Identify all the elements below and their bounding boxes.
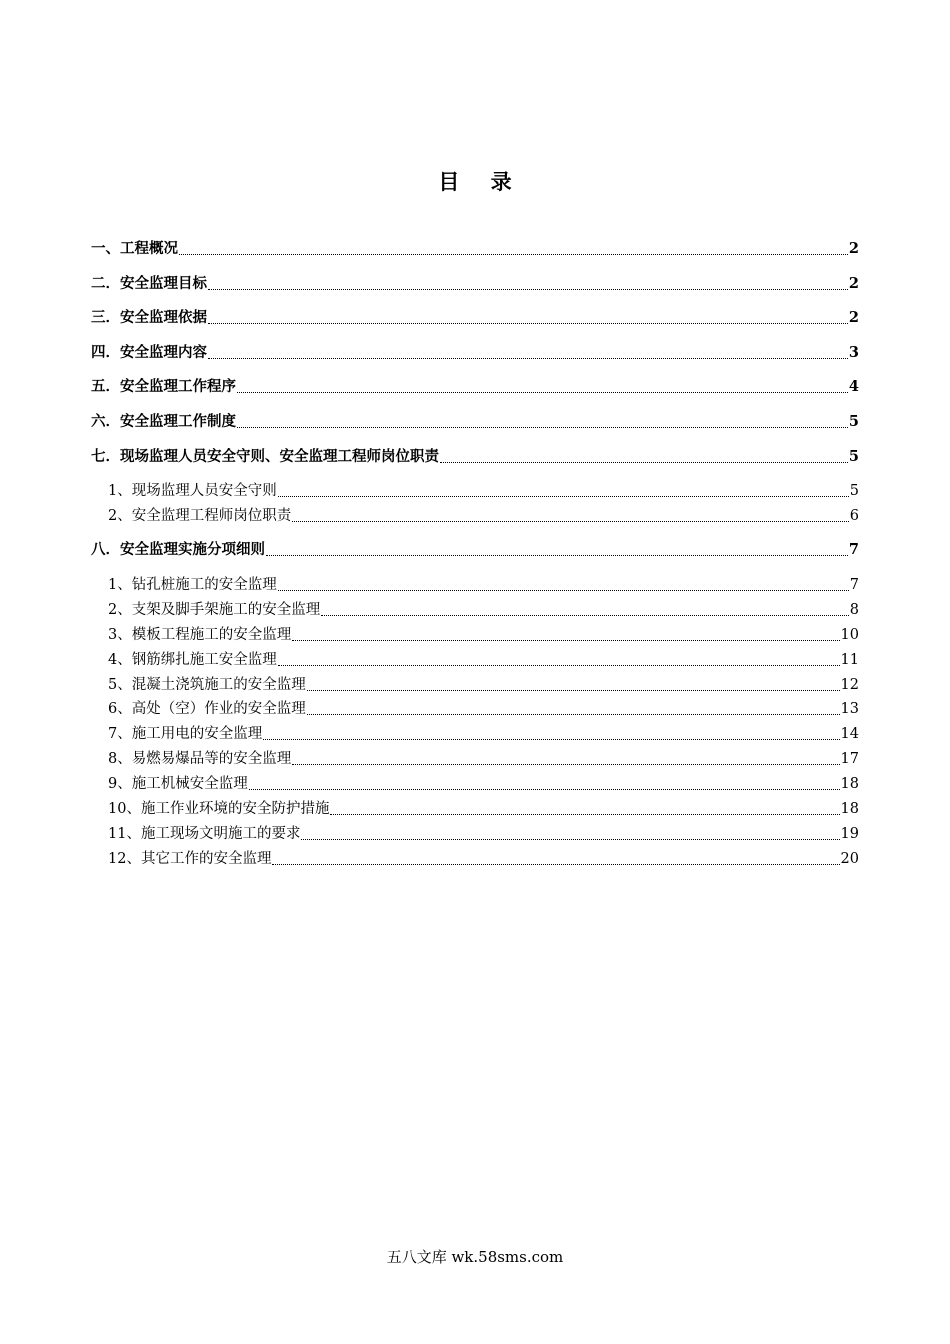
toc-entry-page-number: 10 xyxy=(840,627,859,643)
toc-entry-page-number: 11 xyxy=(840,652,859,668)
toc-entry-label: 3、模板工程施工的安全监理 xyxy=(108,627,292,643)
toc-entry[interactable] xyxy=(108,651,859,669)
toc-entry[interactable] xyxy=(108,800,859,818)
toc-dot-leader xyxy=(208,357,848,359)
toc-dot-leader xyxy=(237,426,848,428)
toc-entry-page-number: 12 xyxy=(840,677,859,693)
toc-entry-page-number: 18 xyxy=(840,801,859,817)
toc-dot-leader xyxy=(440,461,848,463)
toc-dot-leader xyxy=(278,495,849,497)
toc-entry-label: 1、现场监理人员安全守则 xyxy=(108,483,277,499)
toc-entry-page-number: 17 xyxy=(840,751,859,767)
toc-entry-page-number: 2 xyxy=(848,275,859,292)
toc-entry-label: 7、施工用电的安全监理 xyxy=(108,726,263,742)
toc-entry-label: 七．现场监理人员安全守则、安全监理工程师岗位职责 xyxy=(91,448,439,465)
toc-entry-page-number: 7 xyxy=(848,541,859,558)
toc-entry-page-number: 5 xyxy=(849,483,859,499)
toc-entry-label: 二．安全监理目标 xyxy=(91,275,207,292)
toc-entry[interactable] xyxy=(108,576,859,594)
toc-entry[interactable] xyxy=(91,275,859,293)
toc-entry-page-number: 4 xyxy=(848,378,859,395)
toc-dot-leader xyxy=(292,763,839,765)
toc-entry[interactable] xyxy=(108,700,859,718)
toc-dot-leader xyxy=(266,554,848,556)
toc-entry-label: 12、其它工作的安全监理 xyxy=(108,851,272,867)
toc-dot-leader xyxy=(179,253,848,255)
toc-entry-label: 三．安全监理依据 xyxy=(91,309,207,326)
toc-entry-label: 四．安全监理内容 xyxy=(91,344,207,361)
toc-dot-leader xyxy=(301,838,839,840)
toc-dot-leader xyxy=(208,322,848,324)
toc-entry-label: 6、高处（空）作业的安全监理 xyxy=(108,701,306,717)
toc-entry[interactable] xyxy=(91,309,859,327)
toc-entry[interactable] xyxy=(108,676,859,694)
toc-entry-page-number: 18 xyxy=(840,776,859,792)
toc-entry-page-number: 19 xyxy=(840,826,859,842)
toc-entry-label: 一、工程概况 xyxy=(91,240,178,257)
page-title: 目 录 xyxy=(438,169,524,194)
toc-entry[interactable] xyxy=(108,507,859,525)
toc-dot-leader xyxy=(237,391,848,393)
toc-entry[interactable] xyxy=(108,626,859,644)
toc-entry-label: 八．安全监理实施分项细则 xyxy=(91,541,265,558)
toc-entry[interactable] xyxy=(108,482,859,500)
toc-entry[interactable] xyxy=(91,240,859,258)
toc-entry-label: 4、钢筋绑扎施工安全监理 xyxy=(108,652,277,668)
toc-entry-label: 10、施工作业环境的安全防护措施 xyxy=(108,801,330,817)
toc-dot-leader xyxy=(321,614,849,616)
toc-dot-leader xyxy=(292,639,839,641)
toc-entry[interactable] xyxy=(108,750,859,768)
toc-dot-leader xyxy=(330,813,839,815)
toc-entry-page-number: 6 xyxy=(849,508,859,524)
toc-entry-page-number: 8 xyxy=(849,602,859,618)
toc-entry[interactable] xyxy=(108,601,859,619)
toc-entry-page-number: 3 xyxy=(848,344,859,361)
toc-entry-page-number: 20 xyxy=(840,851,859,867)
toc-entry-label: 2、支架及脚手架施工的安全监理 xyxy=(108,602,321,618)
toc-dot-leader xyxy=(307,713,840,715)
toc-entry-label: 8、易燃易爆品等的安全监理 xyxy=(108,751,292,767)
toc-dot-leader xyxy=(278,664,840,666)
toc-entry[interactable] xyxy=(91,378,859,396)
toc-entry-page-number: 7 xyxy=(849,577,859,593)
toc-entry[interactable] xyxy=(108,825,859,843)
toc-entry[interactable] xyxy=(91,413,859,431)
toc-entry[interactable] xyxy=(108,725,859,743)
toc-entry[interactable] xyxy=(108,775,859,793)
toc-entry[interactable] xyxy=(91,541,859,559)
toc-entry-label: 五．安全监理工作程序 xyxy=(91,378,236,395)
toc-entry[interactable] xyxy=(91,344,859,362)
toc-dot-leader xyxy=(249,788,840,790)
toc-entry-page-number: 14 xyxy=(840,726,859,742)
footer-watermark: 五八文库 wk.58sms.com xyxy=(386,1248,564,1266)
toc-entry-page-number: 5 xyxy=(848,413,859,430)
toc-dot-leader xyxy=(278,589,849,591)
toc-entry[interactable] xyxy=(108,850,859,868)
toc-dot-leader xyxy=(263,738,839,740)
toc-entry-page-number: 5 xyxy=(848,448,859,465)
toc-dot-leader xyxy=(272,863,839,865)
toc-entry[interactable] xyxy=(91,448,859,466)
toc-dot-leader xyxy=(307,689,840,691)
toc-entry-label: 六．安全监理工作制度 xyxy=(91,413,236,430)
toc-entry-page-number: 2 xyxy=(848,240,859,257)
toc-entry-label: 2、安全监理工程师岗位职责 xyxy=(108,508,292,524)
toc-entry-page-number: 2 xyxy=(848,309,859,326)
toc-dot-leader xyxy=(292,520,849,522)
toc-dot-leader xyxy=(208,288,848,290)
toc-entry-label: 1、钻孔桩施工的安全监理 xyxy=(108,577,277,593)
toc-entry-label: 9、施工机械安全监理 xyxy=(108,776,248,792)
toc-entry-label: 5、混凝土浇筑施工的安全监理 xyxy=(108,677,306,693)
toc-entry-page-number: 13 xyxy=(840,701,859,717)
toc-entry-label: 11、施工现场文明施工的要求 xyxy=(108,826,301,842)
